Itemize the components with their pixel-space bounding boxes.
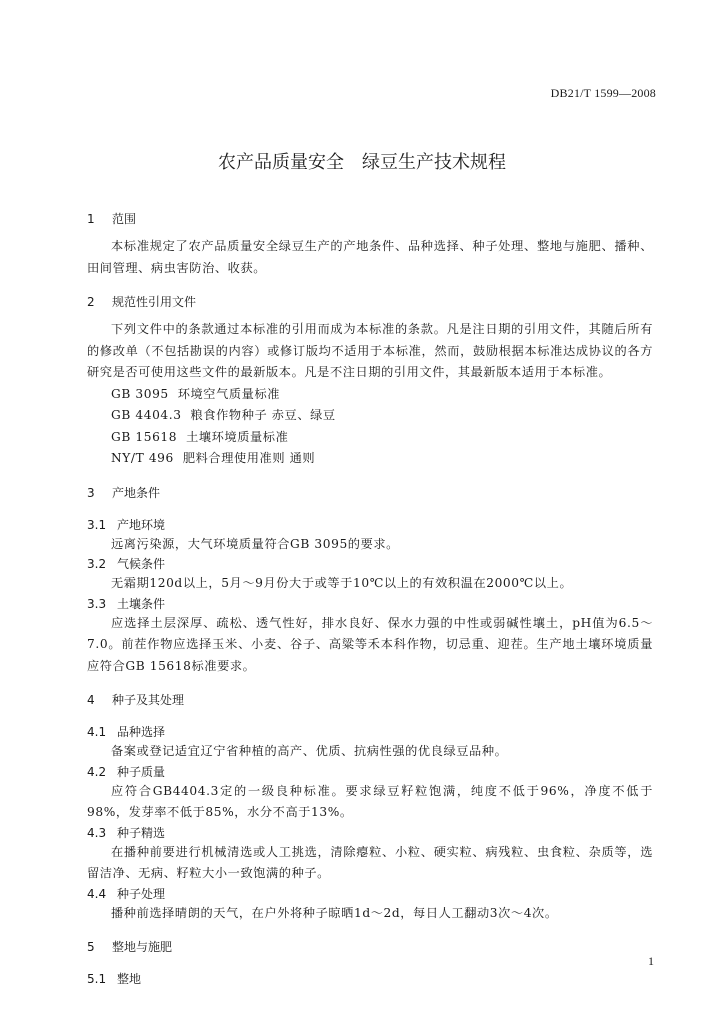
section-heading-4: [87, 691, 653, 709]
section-heading-3: [87, 484, 653, 502]
subsection-title: 种子处理: [117, 886, 166, 901]
subsection-title: 土壤条件: [117, 596, 166, 611]
subsection-number: 4.4: [87, 886, 107, 901]
subsection-number: 3.1: [87, 517, 107, 532]
standard-code: DB21/T 1599—2008: [550, 86, 656, 100]
section-number: 5: [87, 940, 95, 954]
subsection-title: 品种选择: [117, 725, 166, 739]
subsection-heading-4-1: [87, 723, 653, 741]
subsection-title: 种子精选: [117, 825, 166, 840]
subsection-heading-3-1: [87, 516, 653, 534]
page-number: 1: [648, 954, 654, 968]
reference-item: GB 4404.3 粮食作物种子 赤豆、绿豆: [111, 408, 336, 422]
subsection-3-2-paragraph: 无霜期120d以上，5月～9月份大于或等于10℃以上的有效积温在2000℃以上。: [111, 576, 573, 590]
subsection-4-4-paragraph: 播种前选择晴朗的天气，在户外将种子晾晒1d～2d，每日人工翻动3次～4次。: [111, 905, 558, 920]
subsection-4-2-paragraph: 应符合GB4404.3定的一级良种标准。要求绿豆籽粒饱满，纯度不低于96%，净度不低于98%，发芽率不低于85%，水分不高于13%。: [87, 783, 653, 819]
subsection-title: 气候条件: [117, 557, 166, 571]
subsection-title: 种子质量: [117, 764, 166, 779]
subsection-heading-4-3: [87, 824, 653, 842]
section-number: 1: [87, 212, 95, 226]
subsection-title: 整地: [117, 972, 142, 986]
section-number: 4: [87, 693, 95, 707]
subsection-4-3-paragraph: 在播种前要进行机械清选或人工挑选，清除瘪粒、小粒、硬实粒、病残粒、虫食粒、杂质等，选留洁净、无病、籽粒大小一致饱满的种子。: [87, 844, 653, 880]
subsection-number: 5.1: [87, 972, 107, 986]
subsection-number: 4.2: [87, 764, 107, 779]
subsection-4-1-paragraph: 备案或登记适宜辽宁省种植的高产、优质、抗病性强的优良绿豆品种。: [111, 744, 508, 758]
document-title: 农产品质量安全 绿豆生产技术规程: [218, 152, 506, 173]
subsection-number: 4.3: [87, 825, 107, 840]
document-body: [87, 210, 653, 988]
section-number: 3: [87, 485, 95, 500]
reference-item: NY/T 496 肥料合理使用准则 通则: [111, 451, 316, 465]
subsection-heading-3-2: [87, 555, 653, 573]
subsection-heading-4-4: [87, 885, 653, 903]
section-2-paragraph: 下列文件中的条款通过本标准的引用而成为本标准的条款。凡是注日期的引用文件，其随后所有的修改单（不包括勘误的内容）或修订版均不适用于本标准，然而，鼓励根据本标准达成协议的各方研究是否可使用这些文件的最新版本。凡是不注日期的引用文件，其最新版本适用于本标准。: [87, 322, 653, 379]
reference-item: GB 3095 环境空气质量标准: [111, 386, 281, 401]
section-number: 2: [87, 295, 95, 309]
subsection-number: 4.1: [87, 725, 107, 739]
subsection-number: 3.2: [87, 557, 107, 571]
section-title: 整地与施肥: [112, 940, 173, 954]
section-1-paragraph: 本标准规定了农产品质量安全绿豆生产的产地条件、品种选择、种子处理、整地与施肥、播种、田间管理、病虫害防治、收获。: [87, 239, 653, 275]
section-title: 产地条件: [112, 485, 161, 500]
section-heading-5: [87, 938, 653, 956]
subsection-heading-5-1: [87, 970, 653, 988]
subsection-heading-4-2: [87, 763, 653, 781]
subsection-3-1-paragraph: 远离污染源，大气环境质量符合GB 3095的要求。: [111, 536, 399, 551]
section-title: 种子及其处理: [112, 693, 185, 707]
section-title: 规范性引用文件: [112, 295, 197, 309]
subsection-title: 产地环境: [117, 517, 166, 532]
subsection-3-3-paragraph: 应选择土层深厚、疏松、透气性好，排水良好、保水力强的中性或弱碱性壤土，pH值为6.5～7.0。前茬作物应选择玉米、小麦、谷子、高粱等禾本科作物，切忌重、迎茬。生产地土壤环境质量应符合GB 15618标准要求。: [87, 615, 653, 673]
subsection-heading-3-3: [87, 595, 653, 613]
section-heading-1: [87, 210, 653, 228]
section-title: 范围: [112, 212, 137, 226]
reference-item: GB 15618 土壤环境质量标准: [111, 429, 289, 444]
section-heading-2: [87, 293, 653, 311]
subsection-number: 3.3: [87, 596, 107, 611]
